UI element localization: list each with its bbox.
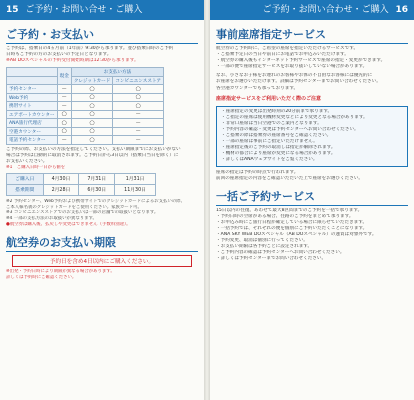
caution-subheading: 座席指定サービスをご利用いただく際のご注意 — [216, 95, 322, 102]
body-line: 各空港カウンターでも承っております。 — [216, 85, 299, 91]
intro-line: 航空券のご予約時に、ご希望の座席を指定いただけるサービスです。 — [216, 46, 359, 51]
left-page-header — [0, 0, 204, 20]
col-convenience: コンビニエンスストア — [113, 76, 164, 85]
bundle-line: ・お支払い期限は各予約ごとに設定されます。 — [216, 244, 313, 250]
table-row: 電話予約センター — ◯ — — [7, 136, 164, 145]
check-line: ・ご指定の座席は使用機材変更などにより変更となる場合があります。 — [221, 114, 368, 120]
left-header-title: ご予約・お問い合せ・ご購入 — [25, 5, 143, 15]
seat-selection-title: 事前座席指定サービス — [216, 26, 408, 44]
table-row: エアポートカウンター ◯ ◯ — — [7, 110, 164, 119]
check-line: ・座席指定後のご予約の取消しは指定が解除されます。 — [221, 145, 336, 151]
check-line: ・詳しくはANAウェブサイトをご覧ください。 — [221, 157, 318, 163]
intro-line: ご予約は、搭乗日の4ヵ月前（1年前）9:30から承ります。並び搭乗日時のご予約 — [6, 46, 174, 51]
body-line: お支払いください。 — [6, 158, 48, 164]
payment-deadline-title: 航空券のお支払い期限 — [6, 234, 198, 252]
bundle-line: 15日以内の往復、あわせて最大8区間までのご予約を一括で承ります。 — [216, 207, 363, 213]
left-page-number: 15 — [6, 5, 19, 15]
payment-group-header: お支払い方法 — [71, 68, 163, 77]
purchase-dates-table — [6, 173, 156, 196]
intro-line: ・ご搭乗予定日の当日や前日にお電話でお申込みいただけます。 — [216, 52, 349, 58]
bundle-line: ・予約日時の空席がある場合、往路のご予約をまとめて承ります。 — [216, 213, 354, 219]
right-page — [210, 0, 414, 400]
bundle-line: ・ご予約内容の確認は予約センターへお問い合わせください。 — [216, 250, 345, 256]
table-corner-2 — [7, 76, 58, 85]
left-page — [0, 0, 204, 400]
right-page-header — [210, 0, 414, 20]
table-row: ANA旅行代理店 ◯ ◯ — — [7, 119, 164, 128]
payment-method-table — [6, 67, 164, 145]
body-line: お座席をお選びいただけます。詳細は予約センターまでお問い合わせください。 — [216, 79, 381, 85]
intro-line: ・航空券の購入後もインターネット予約サービスで座席の指定・変更ができます。 — [216, 58, 386, 64]
bottom-note: 詳しくは予約時にご確認ください。 — [6, 274, 77, 280]
intro-note: ※AB DOスペシャルの予約受付開始時期は12:30から承ります。 — [6, 58, 139, 64]
bundle-line: ・一括予約では、それぞれの便を個別にご予約いただくことになります。 — [216, 225, 368, 231]
body-line: なお、小さなお子様をお連れのお客様やお体の不自由なお客様には優先的に — [216, 73, 373, 79]
table-row: 搭乗期間 2月28日 6月30日 11月30日 — [7, 184, 156, 195]
body-line: 座席の指定は予約の時点で行われます。 — [216, 169, 299, 175]
bundle-line: ・お申込み時にご旅行日程が確定している場合に限らせていただきます。 — [216, 219, 368, 225]
bundle-reservation-title: 一括ご予約サービス — [216, 188, 408, 206]
body-line: 場合は予約は自動的に取消されます。ご予約日から3日以内（搭乗日当日を除く）に — [6, 152, 179, 158]
check-line: ・座席指定の変更は出発時刻の20分前まで承ります。 — [221, 108, 333, 114]
red-note: ●航空券は購入後、払戻しや変更はできません（手数料別途）。 — [6, 222, 131, 228]
check-line: ・機材の都合により座席が変更になる場合があります。 — [221, 151, 336, 157]
body-line: 前回の座席指定の内容をご確認いただいた上で座席をお選びください。 — [216, 175, 364, 181]
table-row: 携帯サイト — ◯ ◯ — [7, 102, 164, 111]
bundle-line: ・予約変更、取消は個別に行ってください。 — [216, 238, 308, 244]
right-page-number: 16 — [395, 5, 408, 15]
right-header-title: ご予約・お問い合わせ・ご購入 — [262, 5, 389, 15]
body-line: ご予約の際、お支払いの方法を指定してください。支払い期限までにお支払いがない — [6, 146, 181, 152]
footnote: ※3 コンビニエンスストアでのお支払いは一部の店舗での取扱いとなります。 — [6, 210, 159, 216]
dates-caption: ※1 ご購入日時一日から値を — [6, 165, 66, 171]
check-line: ・ご搭乗の際は搭乗券の座席番号をご確認ください。 — [221, 133, 332, 139]
footnote: ※2 予約センター、Web予約および携帯サイトでのクレジットカードによるお支払いの際、 — [6, 198, 185, 204]
table-row: ご購入日 4月30日 7月31日 1月31日 — [7, 173, 156, 184]
check-line: ・非常口座席は当日空港でのご案内となります。 — [221, 120, 322, 126]
bottom-note: ※出発・予約日時により期限が異なる場合があります。 — [6, 268, 115, 274]
intro-line: ・一部の便で座席指定サービスをお取り扱いしていない場合があります。 — [216, 64, 368, 70]
reservation-payment-title: ご予約・お支払い — [6, 26, 198, 44]
check-line: ・一部の座席は事前にご指定いただけません。 — [221, 139, 318, 145]
footnote: ご本人様名義のクレジットカードをご使用ください。家族カード可。 — [6, 204, 142, 210]
table-row: Web予約 — ◯ ◯ — [7, 93, 164, 102]
footnote: ※4 一部の支払方法のお取扱いが異なります。 — [6, 216, 97, 222]
col-credit: クレジットカード — [71, 76, 113, 85]
bundle-line: ・ANA SKY WEB DOスペシャル（AB DOスペシャル）の運賃は対象外です。 — [216, 232, 377, 238]
table-row: 空港カウンター ◯ ◯ — — [7, 127, 164, 136]
caution-box — [216, 106, 408, 167]
table-corner — [7, 68, 58, 77]
table-row: 予約センター — ◯ ◯ — [7, 85, 164, 94]
deadline-callout: 予約日を含め4日以内にご購入ください。 — [12, 255, 192, 267]
col-cash: 現金 — [57, 68, 71, 85]
intro-line: 日時もご予約の方のお支払いの予定日となります。 — [6, 52, 112, 58]
bundle-line: ・詳しくは予約センターまでお問い合わせください。 — [216, 256, 327, 262]
check-line: ・予約内容の確認・変更は予約センターへお問い合わせください。 — [221, 126, 359, 132]
